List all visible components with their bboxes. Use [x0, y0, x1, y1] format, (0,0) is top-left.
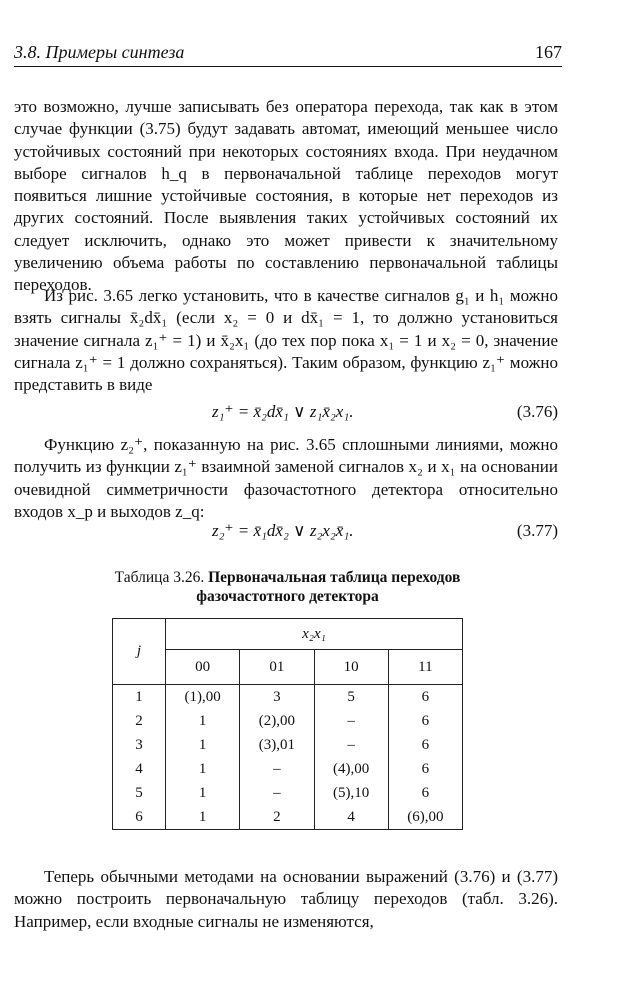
table-cell: –: [240, 781, 314, 805]
page-number: 167: [535, 42, 562, 62]
table-cell: –: [314, 709, 388, 733]
table-cell: 2: [113, 709, 166, 733]
column-header: 00: [166, 650, 240, 685]
column-group-header: x₂x₁: [166, 619, 463, 650]
paragraph-4-text: Теперь обычными методами на основании выражений (3.76) и (3.77) можно построить первоначальную таблицу переходов (табл. 3.26). Например, если входные сигналы не изменяются,: [14, 867, 558, 931]
paragraph-4: [14, 866, 558, 933]
column-header: 01: [240, 650, 314, 685]
table-row: [113, 709, 463, 733]
equation-3-76-expr: z₁⁺ = x̄₂dx̄₁ ∨ z₁x̄₂x₁.: [212, 402, 354, 421]
equation-3-76-number: (3.76): [516, 402, 558, 421]
table-cell: 5: [314, 685, 388, 710]
table-cell: 6: [388, 733, 462, 757]
equation-3-76: [14, 402, 558, 426]
paragraph-2-text: Из рис. 3.65 легко установить, что в качестве сигналов g₁ и h₁ можно взять сигналы x̄₂dx̄₁ (если x₂ = 0 и dx̄₁ = 1, то должно установиться значение сигнала z₁⁺ = 1) и x̄₂x₁ (до тех пор пока x₁ = 1 и x₂ = 0, значение сигнала z₁⁺ = 1 должно сохраняться). Таким образом, функцию z₁⁺ можно представить в виде: [14, 286, 558, 395]
transition-table: [112, 618, 463, 830]
row-header-j: j: [113, 619, 166, 685]
table-cell: (3),01: [240, 733, 314, 757]
column-header: 11: [388, 650, 462, 685]
table-cell: 6: [388, 757, 462, 781]
table-caption-title: Первоначальная таблица переходов фазочастотного детектора: [196, 569, 461, 605]
table-cell: 6: [113, 805, 166, 830]
running-header: [14, 40, 562, 67]
table-cell: 1: [166, 757, 240, 781]
table-row: [113, 805, 463, 830]
table-row: [113, 733, 463, 757]
table-row: [113, 781, 463, 805]
paragraph-3-text: Функцию z₂⁺, показанную на рис. 3.65 сплошными линиями, можно получить из функции z₁⁺ взаимной заменой сигналов x₂ и x₁ на основании очевидной симметричности фазочастотного детектора относительно входов x_p и выходов z_q:: [14, 435, 558, 521]
equation-3-77-number: (3.77): [516, 521, 558, 540]
table-row: [113, 757, 463, 781]
section-title: 3.8. Примеры синтеза: [14, 42, 185, 62]
paragraph-1-text: это возможно, лучше записывать без оператора перехода, так как в этом случае функции (3.75) будут задавать автомат, имеющий меньшее число устойчивых состояний при некоторых состояниях входа. При неудачном выборе сигналов h_q в первоначальной таблице переходов могут появиться лишние устойчивые состояния, в которые нет переходов из других состояний. После выявления таких устойчивых состояний их следует исключить, однако это может привести к значительному увеличению объема работы по составлению первоначальной таблицы переходов.: [14, 97, 558, 295]
table-cell: –: [314, 733, 388, 757]
table-cell: 6: [388, 781, 462, 805]
table-cell: 5: [113, 781, 166, 805]
table-cell: 6: [388, 685, 462, 710]
table-cell: –: [240, 757, 314, 781]
table-cell: 1: [166, 781, 240, 805]
paragraph-3: [14, 434, 558, 523]
table-cell: 3: [240, 685, 314, 710]
table-cell: (2),00: [240, 709, 314, 733]
table-caption-prefix: Таблица 3.26.: [114, 569, 205, 586]
table-cell: 4: [113, 757, 166, 781]
table-row: [113, 685, 463, 710]
table-cell: 1: [166, 733, 240, 757]
table-caption: [100, 568, 475, 606]
table-cell: 1: [113, 685, 166, 710]
table-cell: 1: [166, 805, 240, 830]
paragraph-2: [14, 285, 558, 396]
table-cell: (1),00: [166, 685, 240, 710]
table-cell: 3: [113, 733, 166, 757]
equation-3-77-expr: z₂⁺ = x̄₁dx̄₂ ∨ z₂x₂x̄₁.: [212, 521, 354, 540]
paragraph-1: [14, 96, 558, 297]
table-cell: (5),10: [314, 781, 388, 805]
column-header: 10: [314, 650, 388, 685]
equation-3-77: [14, 521, 558, 545]
table-cell: 2: [240, 805, 314, 830]
table-cell: (4),00: [314, 757, 388, 781]
table-cell: 6: [388, 709, 462, 733]
table-cell: 1: [166, 709, 240, 733]
table-cell: 4: [314, 805, 388, 830]
table-cell: (6),00: [388, 805, 462, 830]
